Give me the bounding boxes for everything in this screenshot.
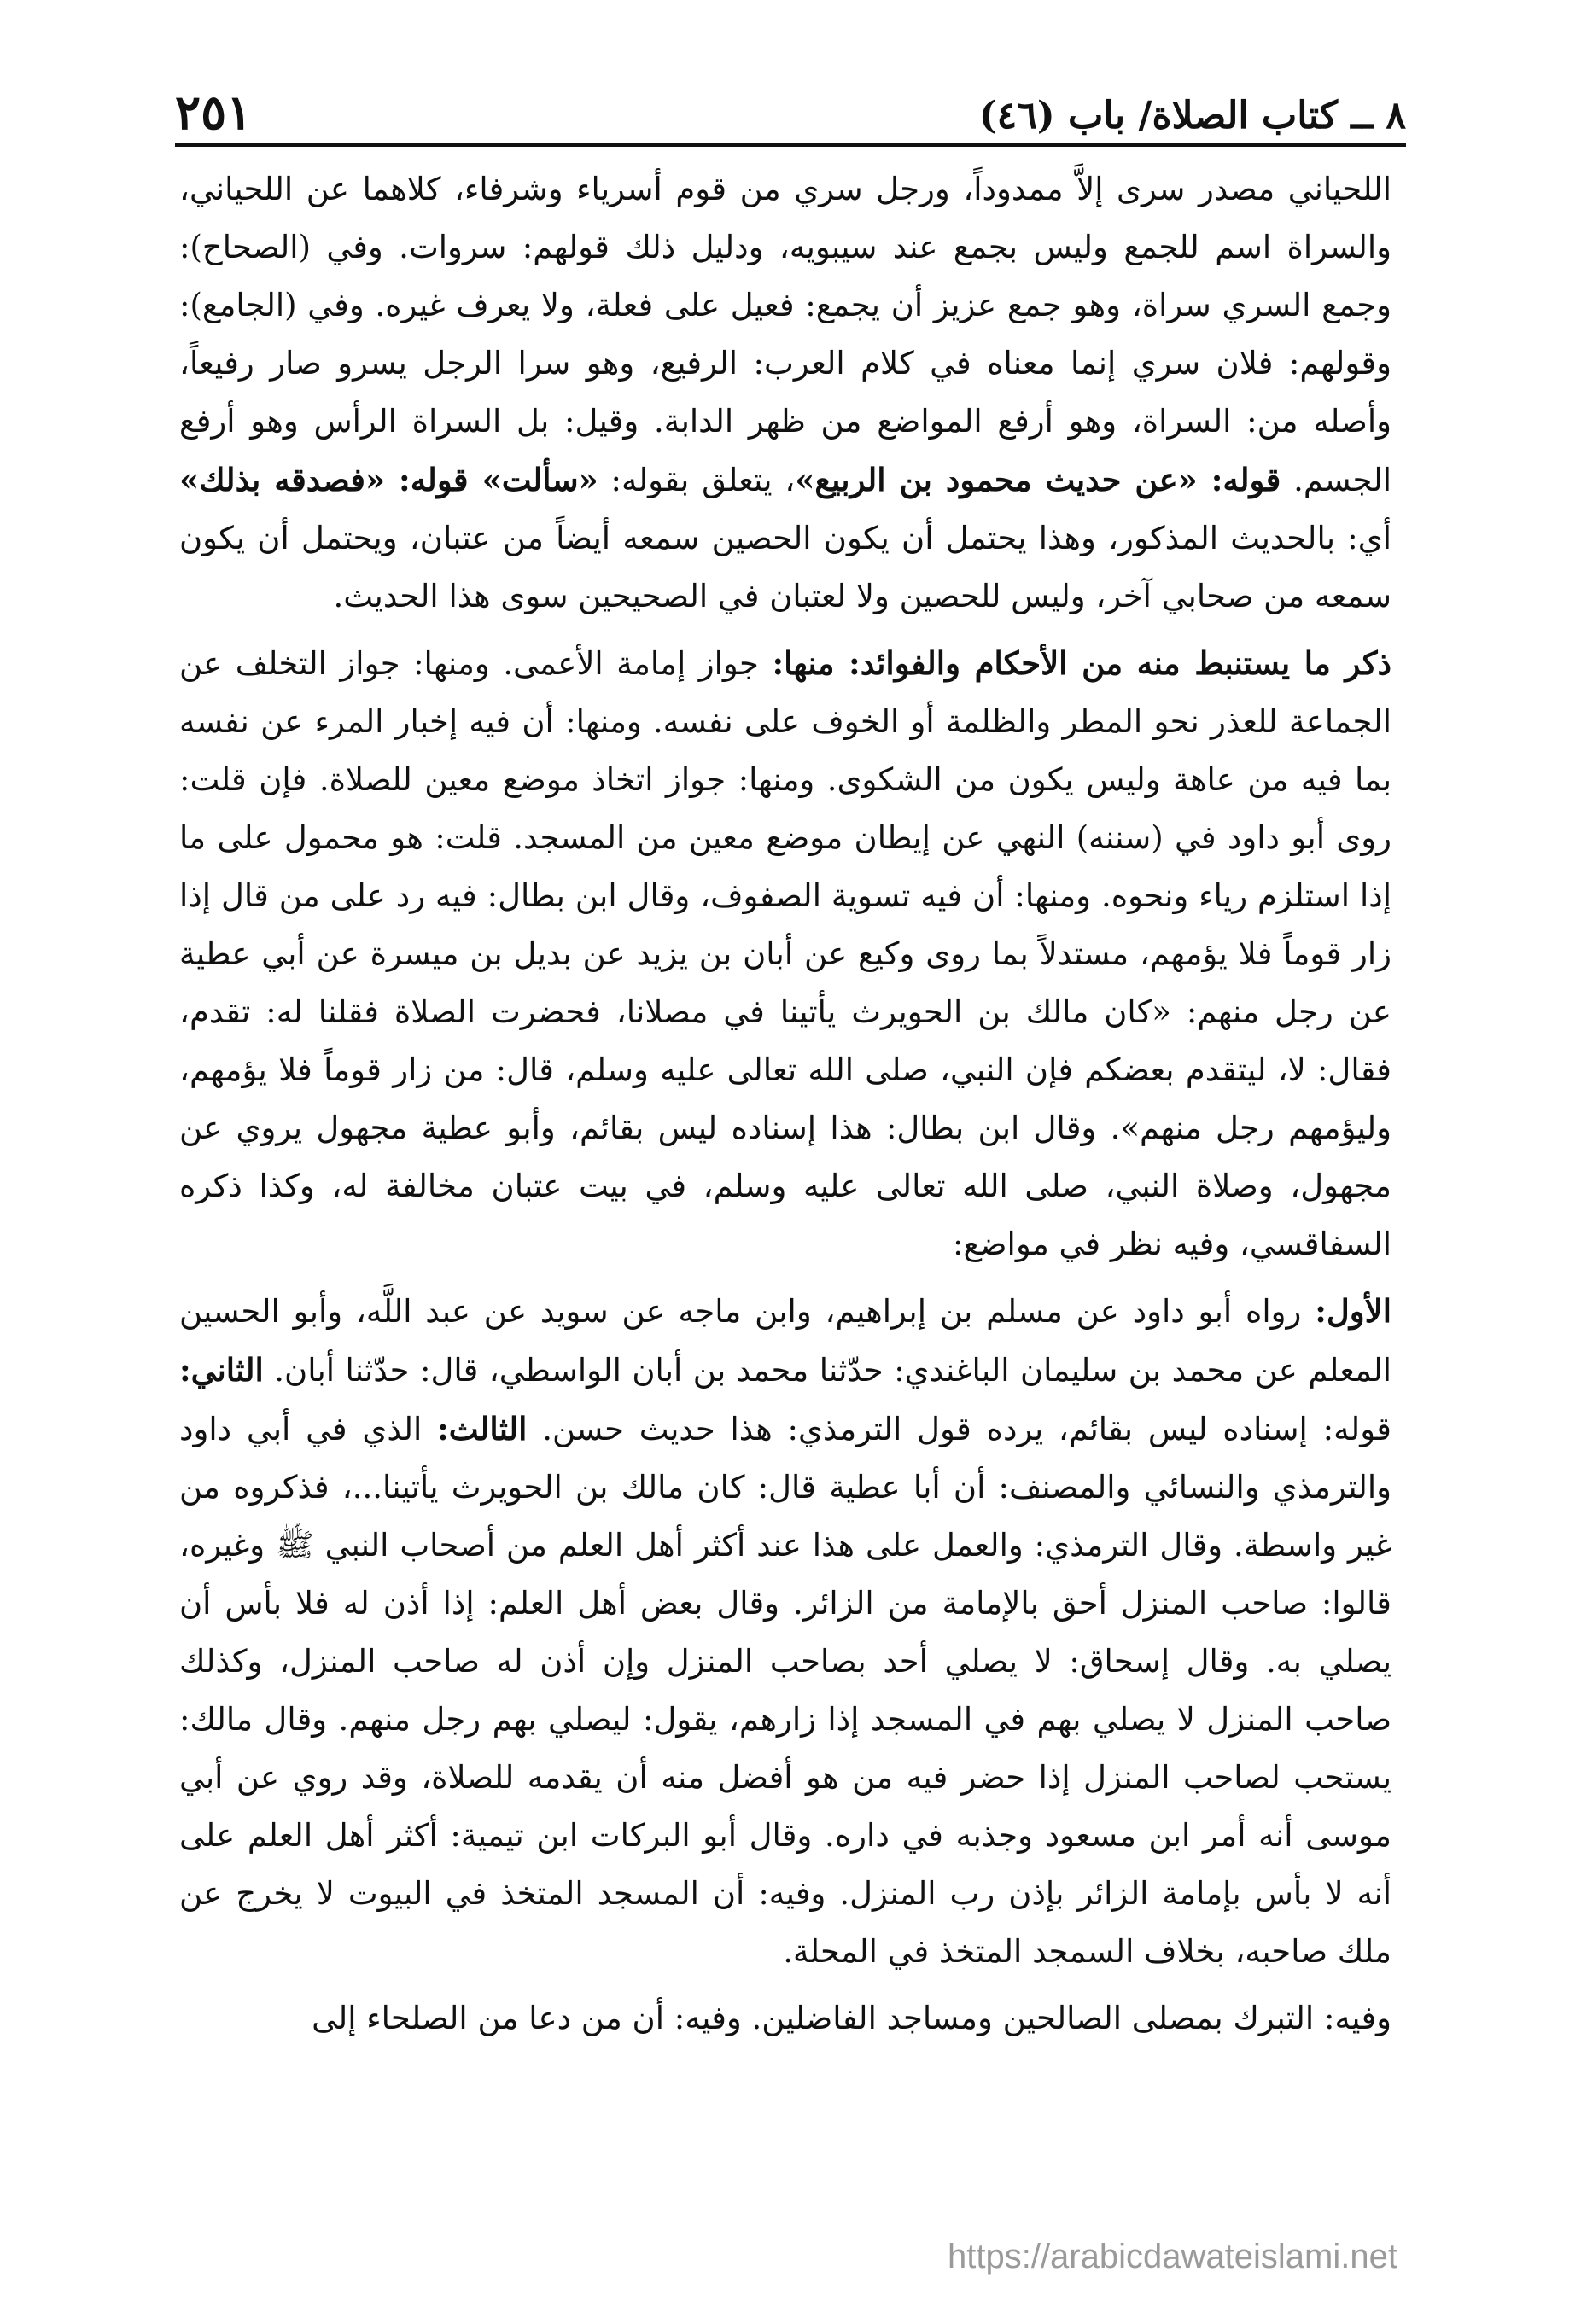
page-header <box>175 75 1406 143</box>
bold-run: الثالث: <box>437 1410 528 1447</box>
page-number: ٢٥١ <box>175 84 253 141</box>
text-run: اللحياني مصدر سرى إلاَّ ممدوداً، ورجل سري من قوم أسرياء وشرفاء، كلاهما عن اللحياني، والسراة اسم للجمع وليس بجمع عند سيبويه، ودليل ذلك قولهم: سروات. وفي (الصحاح): وجمع السري سراة، وهو جمع عزيز أن يجمع: فعيل على فعلة، ولا يعرف غيره. وفي (الجامع): وقولهم: فلان سري إنما معناه في كلام العرب: الرفيع، وهو سرا الرجل يسرو صار رفيعاً، وأصله من: السراة، وهو أرفع المواضع من ظهر الدابة. وقيل: بل السراة الرأس وهو أرفع الجسم. <box>179 171 1391 498</box>
text-run: أي: بالحديث المذكور، وهذا يحتمل أن يكون الحصين سمعه أيضاً من عتبان، ويحتمل أن يكون سمعه من صحابي آخر، وليس للحصين ولا لعتبان في الصحيحين سوى هذا الحديث. <box>179 520 1391 614</box>
bold-run: الثاني: <box>179 1351 264 1389</box>
paragraph <box>179 634 1391 1273</box>
body-text <box>179 160 1391 2047</box>
text-run: قوله: إسناده ليس بقائم، يرده قول الترمذي: هذا حديث حسن. <box>527 1411 1391 1447</box>
text-run: الذي في أبي داود والترمذي والنسائي والمصنف: أن أبا عطية قال: كان مالك بن الحويرث يأتينا...، فذكروه من غير واسطة. وقال الترمذي: والعمل على هذا عند أكثر أهل العلم من أصحاب النبي ﷺ وغيره، قالوا: صاحب المنزل أحق بالإمامة من الزائر. وقال بعض أهل العلم: إذا أذن له فلا بأس أن يصلي به. وقال إسحاق: لا يصلي أحد بصاحب المنزل وإن أذن له صاحب المنزل، وكذلك صاحب المنزل لا يصلي بهم في المسجد إذا زارهم، يقول: ليصلي بهم رجل منهم. وقال مالك: يستحب لصاحب المنزل إذا حضر فيه من هو أفضل منه أن يقدمه للصلاة، وقد روي عن أبي موسى أنه أمر ابن مسعود وجذبه في داره. وقال أبو البركات ابن تيمية: أكثر أهل العلم على أنه لا بأس بإمامة الزائر بإذن رب المنزل. وفيه: أن المسجد المتخذ في البيوت لا يخرج عن ملك صاحبه، بخلاف السمجد المتخذ في المحلة. <box>179 1411 1391 1970</box>
text-run: جواز إمامة الأعمى. ومنها: جواز التخلف عن الجماعة للعذر نحو المطر والظلمة أو الخوف على نفسه. ومنها: أن فيه إخبار المرء عن نفسه بما فيه من عاهة وليس يكون من الشكوى. ومنها: جواز اتخاذ موضع معين للصلاة. فإن قلت: روى أبو داود في (سننه) النهي عن إيطان موضع معين من المسجد. قلت: هو محمول على ما إذا استلزم رياء ونحوه. ومنها: أن فيه تسوية الصفوف، وقال ابن بطال: فيه رد على من قال إذا زار قوماً فلا يؤمهم، مستدلاً بما روى وكيع عن أبان بن يزيد عن بديل بن ميسرة عن أبي عطية عن رجل منهم: «كان مالك بن الحويرث يأتينا في مصلانا، فحضرت الصلاة فقلنا له: تقدم، فقال: لا، ليتقدم بعضكم فإن النبي، صلى الله تعالى عليه وسلم، قال: من زار قوماً فلا يؤمهم، وليؤمهم رجل منهم». وقال ابن بطال: هذا إسناده ليس بقائم، وأبو عطية مجهول يروي عن مجهول، وصلاة النبي، صلى الله تعالى عليه وسلم، في بيت عتبان مخالفة له، وكذا ذكره السفاقسي، وفيه نظر في مواضع: <box>179 645 1391 1262</box>
text-run: وفيه: التبرك بمصلى الصالحين ومساجد الفاضلين. وفيه: أن من دعا من الصلحاء إلى <box>312 2000 1391 2036</box>
bold-run: قوله: «عن حديث محمود بن الربيع» <box>795 461 1281 498</box>
text-run: رواه أبو داود عن مسلم بن إبراهيم، وابن ماجه عن سويد عن عبد اللَّه، وأبو الحسين المعلم عن محمد بن سليمان الباغندي: حدّثنا محمد بن أبان الواسطي، قال: حدّثنا أبان. <box>179 1293 1391 1389</box>
header-rule <box>175 143 1406 147</box>
bold-run: الأول: <box>1315 1292 1391 1330</box>
text-run: ، يتعلق بقوله: <box>598 462 796 498</box>
paragraph <box>179 160 1391 626</box>
paragraph <box>179 1282 1391 1981</box>
section-heading: ذكر ما يستنبط منه من الأحكام والفوائد: منها: <box>772 644 1391 682</box>
watermark-url: https://arabicdawateislami.net <box>948 2238 1397 2275</box>
running-title: ٨ ــ كتاب الصلاة/ باب (٤٦) <box>978 94 1406 137</box>
bold-run: «سألت» قوله: «فصدقه بذلك» <box>179 461 598 498</box>
paragraph <box>179 1989 1391 2047</box>
